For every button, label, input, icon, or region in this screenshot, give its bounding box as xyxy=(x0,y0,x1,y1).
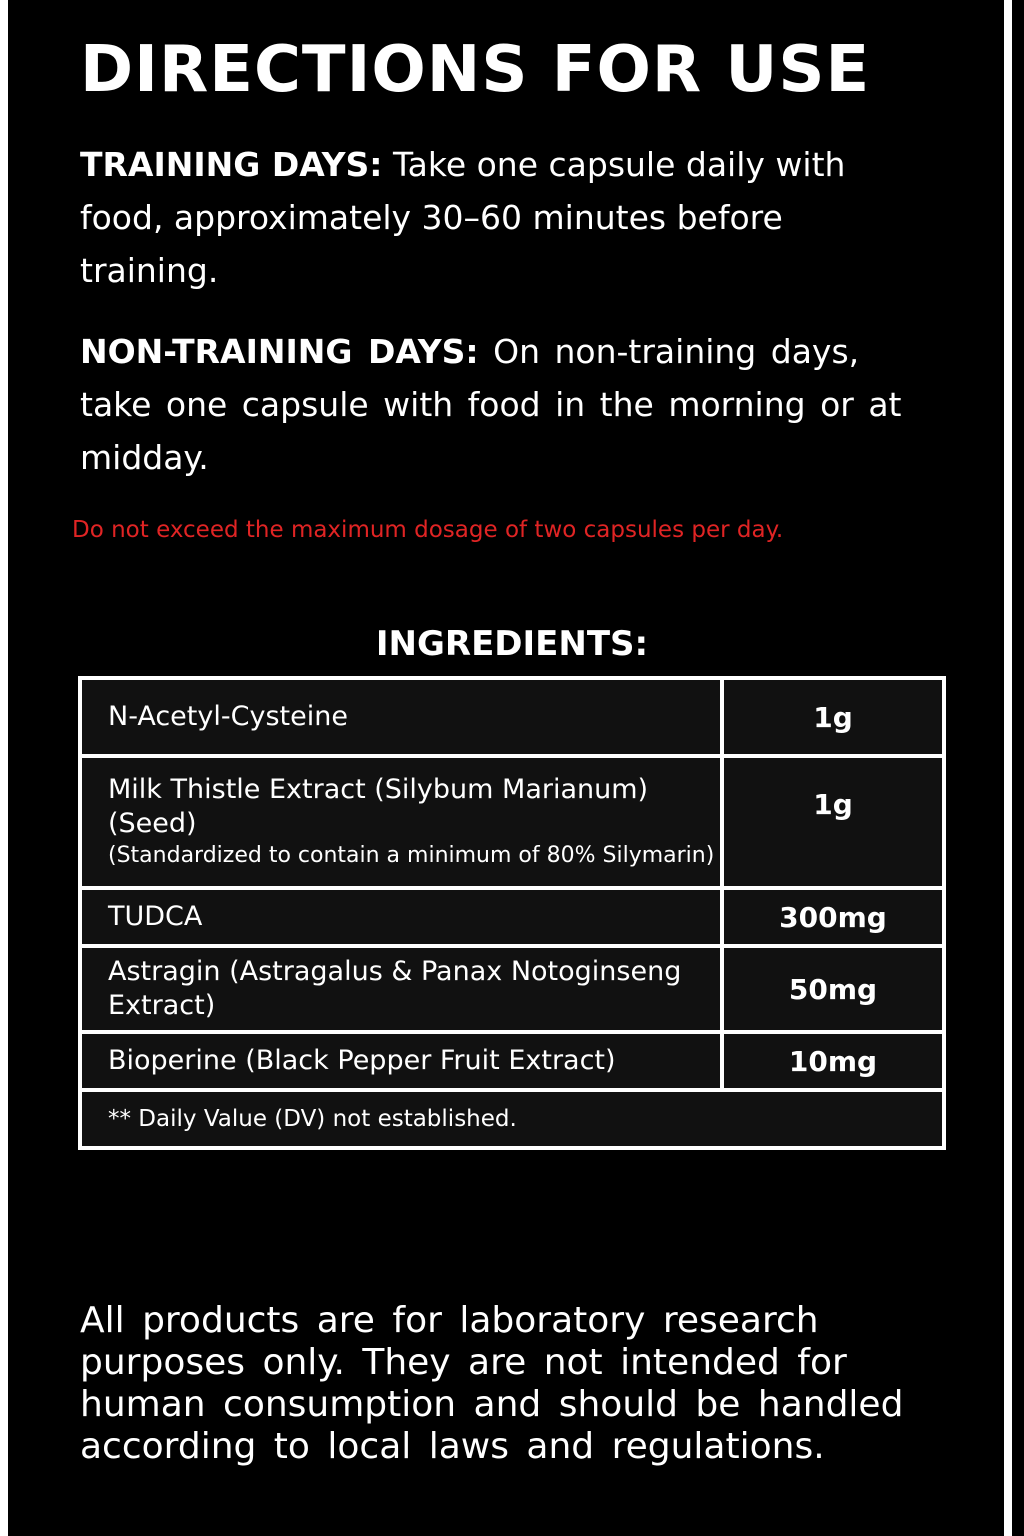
ingredient-name: Bioperine (Black Pepper Fruit Extract) xyxy=(108,1045,616,1076)
ingredient-amount: 300mg xyxy=(779,900,887,934)
non-training-days-label: NON-TRAINING DAYS: xyxy=(80,332,479,371)
non-training-days-paragraph xyxy=(80,325,910,484)
ingredient-note: (Standardized to contain a minimum of 80% Silymarin) xyxy=(108,843,715,868)
ingredient-amount: 50mg xyxy=(788,972,878,1006)
ingredient-amount: 1g xyxy=(813,700,853,734)
table-row xyxy=(82,680,942,758)
table-row xyxy=(82,1034,942,1092)
ingredients-heading: INGREDIENTS: xyxy=(375,624,649,664)
table-footnote-row xyxy=(82,1092,942,1146)
ingredient-name-cell xyxy=(82,1034,724,1088)
table-row xyxy=(82,758,942,890)
training-days-paragraph xyxy=(80,138,910,297)
directions-title: DIRECTIONS FOR USE xyxy=(80,33,871,107)
training-days-text: Take one capsule daily with food, approximately 30–60 minutes before training. xyxy=(80,145,846,290)
left-border-strip xyxy=(0,0,8,1536)
ingredient-name: Astragin (Astragalus & Panax Notoginseng Extract) xyxy=(108,956,682,1021)
ingredient-name-cell xyxy=(82,948,724,1030)
right-border-strip xyxy=(1004,0,1012,1536)
training-days-label: TRAINING DAYS: xyxy=(80,145,383,184)
ingredient-name: TUDCA xyxy=(108,901,203,932)
ingredient-name: Milk Thistle Extract (Silybum Marianum) (Seed) xyxy=(108,774,649,839)
daily-value-footnote: ** Daily Value (DV) not established. xyxy=(108,1106,517,1132)
ingredient-name: N-Acetyl-Cysteine xyxy=(108,701,348,732)
ingredients-table xyxy=(78,676,946,1150)
ingredient-name-cell xyxy=(82,758,724,886)
table-row xyxy=(82,890,942,948)
non-training-days-text: On non-training days, take one capsule with food in the morning or at midday. xyxy=(80,332,902,477)
dosage-warning: Do not exceed the maximum dosage of two capsules per day. xyxy=(72,517,784,543)
table-row xyxy=(82,948,942,1034)
ingredient-amount: 10mg xyxy=(788,1044,878,1078)
ingredient-name-cell xyxy=(82,890,724,944)
ingredient-amount: 1g xyxy=(813,788,853,821)
research-disclaimer: All products are for laboratory research purposes only. They are not intended for human consumption and should be handled according to local laws and regulations. xyxy=(80,1300,904,1467)
ingredient-name-cell xyxy=(82,680,724,754)
